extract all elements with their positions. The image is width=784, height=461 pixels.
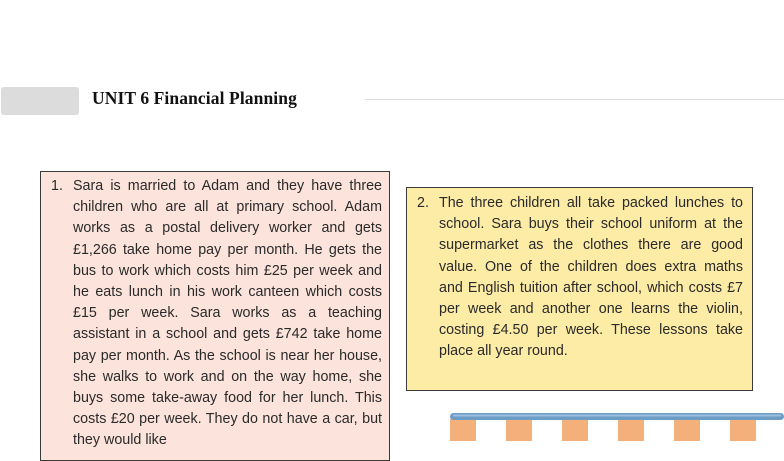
problem-1-text: Sara is married to Adam and they have three children who are all at primary school. Adam works as a postal delivery worker and gets £1,266 take home pay per month. He gets the bus to work which costs him £25 per week and he eats lunch in his work canteen which costs £15 per week. Sara works as a teaching assistant in a school and gets £742 take home pay per month. As the school is near her house, she walks to work and on the way home, she buys some take-away food for her lunch. This costs £20 per week. They do not have a car, but they would like: [73, 178, 382, 449]
awning-stripes: [450, 419, 756, 441]
problem-2-number: 2.: [417, 195, 429, 211]
header-divider: [365, 99, 784, 100]
shop-awning-illustration: [444, 413, 784, 441]
problem-1-number: 1.: [51, 178, 63, 194]
unit-tab-marker: [1, 87, 79, 115]
problem-1-box: [40, 171, 390, 461]
awning-rail-highlight: [453, 415, 781, 417]
page-title: UNIT 6 Financial Planning: [92, 88, 297, 108]
problem-2-box: [406, 187, 753, 391]
problem-2-text: The three children all take packed lunches to school. Sara buys their school uniform at the supermarket as the clothes there are good value. One of the children does extra maths and English tuition after school, which costs £7 per week and another one learns the violin, costing £4.50 per week. These lessons take place all year round.: [439, 195, 743, 360]
